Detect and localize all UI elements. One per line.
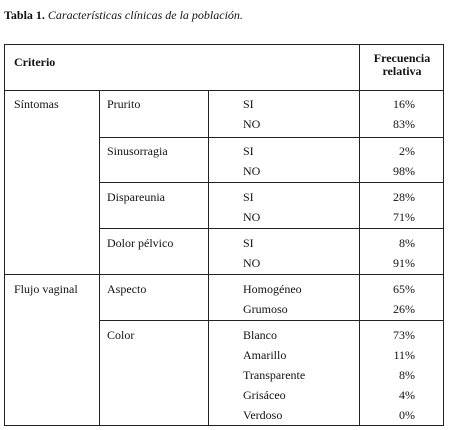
row-sep-aspecto (100, 320, 443, 321)
row-value: 26% (393, 302, 415, 316)
row-label: NO (243, 117, 261, 131)
clinical-table (4, 44, 444, 426)
row-label: NO (243, 210, 261, 224)
row-value: 16% (393, 97, 415, 111)
header-frecuencia: Frecuencia relativa (373, 51, 431, 78)
row-value: 83% (393, 117, 415, 131)
subgroup-sinusorragia: Sinusorragia (107, 144, 168, 158)
row-value: 4% (399, 388, 415, 402)
row-sep-dispareunia (100, 228, 443, 229)
table-caption (4, 8, 243, 22)
col-divider-1 (99, 91, 100, 425)
header-criterio: Criterio (14, 55, 56, 69)
row-label: Verdoso (243, 408, 283, 422)
row-value: 8% (399, 368, 415, 382)
row-value: 28% (393, 190, 415, 204)
row-label: Grumoso (243, 302, 288, 316)
header-bottom-rule (5, 90, 443, 91)
group-sintomas: Síntomas (14, 97, 59, 111)
subgroup-color: Color (107, 328, 135, 342)
row-value: 0% (399, 408, 415, 422)
caption-lead: Tabla 1. (4, 8, 45, 22)
subgroup-dispareunia: Dispareunia (107, 190, 165, 204)
row-label: SI (243, 190, 254, 204)
subgroup-aspecto: Aspecto (107, 282, 147, 296)
row-value: 65% (393, 282, 415, 296)
row-sep-sintomas (5, 274, 443, 275)
caption-text: Características clínicas de la población. (47, 8, 243, 22)
row-label: Transparente (243, 368, 306, 382)
subgroup-dolor-pelvico: Dolor pélvico (107, 236, 174, 250)
row-sep-sinusorragia (100, 182, 443, 183)
row-value: 73% (393, 328, 415, 342)
row-label: NO (243, 256, 261, 270)
row-value: 11% (393, 348, 415, 362)
row-value: 91% (393, 256, 415, 270)
row-label: SI (243, 97, 254, 111)
row-value: 71% (393, 210, 415, 224)
row-label: SI (243, 144, 254, 158)
col-divider-2 (208, 91, 209, 425)
row-label: Amarillo (243, 348, 287, 362)
row-label: Blanco (243, 328, 277, 342)
subgroup-prurito: Prurito (107, 97, 141, 111)
row-label: Grisáceo (243, 388, 286, 402)
row-value: 98% (393, 164, 415, 178)
row-sep-prurito (100, 137, 443, 138)
row-value: 8% (399, 236, 415, 250)
row-value: 2% (399, 144, 415, 158)
row-label: NO (243, 164, 261, 178)
row-label: Homogéneo (243, 282, 302, 296)
row-label: SI (243, 236, 254, 250)
group-flujo-vaginal: Flujo vaginal (14, 282, 78, 296)
